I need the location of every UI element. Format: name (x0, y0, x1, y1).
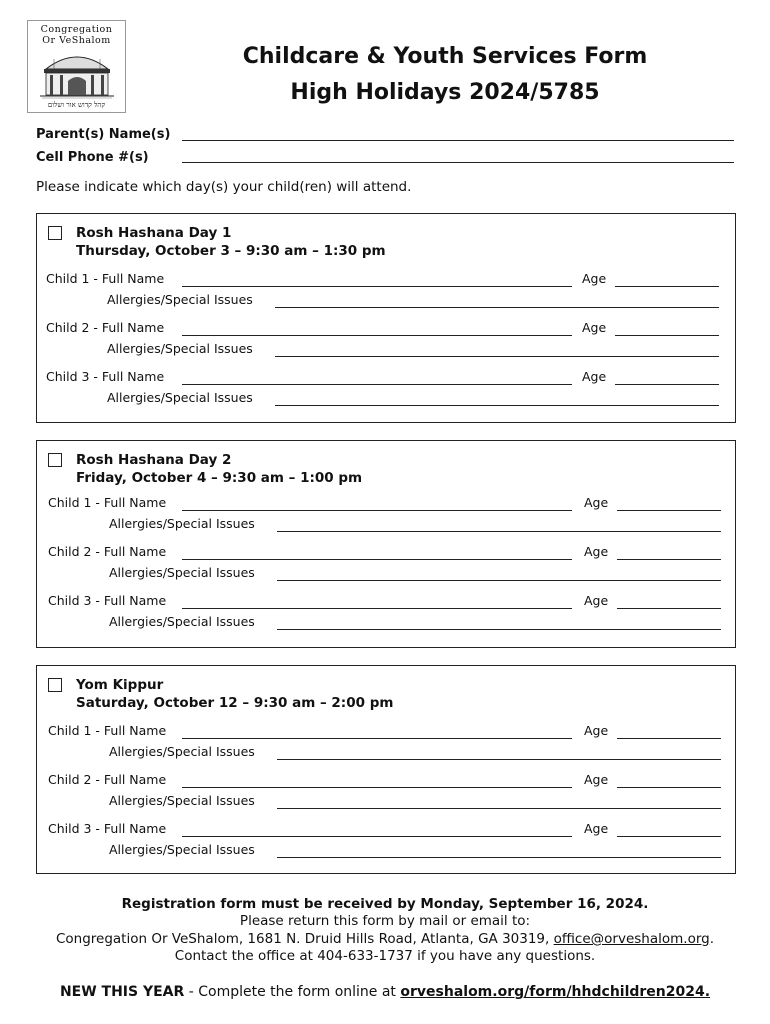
allergies-field[interactable] (275, 307, 719, 308)
section-rosh-hashana-day-2 (36, 440, 736, 648)
section-time: Friday, October 4 – 9:30 am – 1:00 pm (76, 470, 363, 486)
allergies-label: Allergies/Special Issues (109, 516, 255, 531)
child-name-label: Child 2 - Full Name (46, 320, 165, 335)
allergies-label: Allergies/Special Issues (107, 341, 253, 356)
child-name-field[interactable] (182, 559, 572, 560)
child-name-label: Child 1 - Full Name (48, 495, 167, 510)
age-label: Age (584, 593, 609, 608)
section-title: Rosh Hashana Day 2 (76, 452, 232, 468)
child-name-field[interactable] (182, 286, 572, 287)
section-rosh-hashana-day-1 (36, 213, 736, 423)
child-name-field[interactable] (182, 335, 572, 336)
age-label: Age (584, 723, 609, 738)
age-label: Age (582, 369, 607, 384)
new-this-year-text: - Complete the form online at (184, 984, 401, 1000)
logo-name-line1: Congregation (40, 24, 113, 35)
new-this-year-line (0, 983, 770, 1001)
logo-name (28, 24, 125, 46)
age-field[interactable] (615, 335, 719, 336)
age-field[interactable] (617, 836, 721, 837)
address-line (0, 930, 770, 948)
office-email-link[interactable]: office@orveshalom.org (553, 931, 710, 947)
allergies-field[interactable] (277, 857, 721, 858)
age-label: Age (584, 821, 609, 836)
age-label: Age (584, 495, 609, 510)
address-end: . (709, 931, 715, 947)
age-label: Age (582, 320, 607, 335)
address-text: Congregation Or VeShalom, 1681 N. Druid Hills Road, Atlanta, GA 30319, (55, 931, 554, 947)
age-field[interactable] (617, 608, 721, 609)
allergies-label: Allergies/Special Issues (107, 292, 253, 307)
child-name-field[interactable] (182, 510, 572, 511)
age-field[interactable] (617, 559, 721, 560)
cell-phone-label: Cell Phone #(s) (36, 150, 149, 165)
child-name-field[interactable] (182, 384, 572, 385)
registration-deadline: Registration form must be received by Monday, September 16, 2024. (121, 896, 649, 912)
allergies-label: Allergies/Special Issues (109, 744, 255, 759)
allergies-field[interactable] (277, 580, 721, 581)
allergies-field[interactable] (277, 531, 721, 532)
day-checkbox[interactable] (48, 226, 62, 240)
child-name-field[interactable] (182, 836, 572, 837)
logo-name-line2: Or VeShalom (42, 35, 111, 46)
allergies-label: Allergies/Special Issues (107, 390, 253, 405)
age-field[interactable] (617, 787, 721, 788)
child-name-label: Child 3 - Full Name (46, 369, 165, 384)
online-form-link[interactable]: orveshalom.org/form/hhdchildren2024. (400, 984, 711, 1000)
day-checkbox[interactable] (48, 453, 62, 467)
allergies-label: Allergies/Special Issues (109, 565, 255, 580)
section-title: Yom Kippur (76, 677, 164, 693)
attendance-instruction: Please indicate which day(s) your child(ren) will attend. (36, 179, 412, 195)
allergies-field[interactable] (275, 356, 719, 357)
cell-phone-field[interactable] (182, 162, 734, 163)
logo-hebrew-text: קהל קדוש אור ושלום (47, 101, 106, 109)
child-name-field[interactable] (182, 787, 572, 788)
allergies-label: Allergies/Special Issues (109, 793, 255, 808)
section-time: Saturday, October 12 – 9:30 am – 2:00 pm (76, 695, 394, 711)
allergies-label: Allergies/Special Issues (109, 614, 255, 629)
age-field[interactable] (617, 738, 721, 739)
child-name-label: Child 2 - Full Name (48, 772, 167, 787)
section-yom-kippur (36, 665, 736, 874)
child-name-field[interactable] (182, 738, 572, 739)
child-name-label: Child 2 - Full Name (48, 544, 167, 559)
allergies-field[interactable] (275, 405, 719, 406)
child-name-label: Child 3 - Full Name (48, 593, 167, 608)
child-name-label: Child 1 - Full Name (46, 271, 165, 286)
day-checkbox[interactable] (48, 678, 62, 692)
child-name-label: Child 1 - Full Name (48, 723, 167, 738)
age-label: Age (584, 544, 609, 559)
child-name-label: Child 3 - Full Name (48, 821, 167, 836)
age-field[interactable] (617, 510, 721, 511)
allergies-field[interactable] (277, 808, 721, 809)
allergies-label: Allergies/Special Issues (109, 842, 255, 857)
parent-name-label: Parent(s) Name(s) (36, 127, 171, 142)
form-subtitle: High Holidays 2024/5785 (290, 80, 600, 105)
contact-line: Contact the office at 404-633-1737 if you have any questions. (174, 948, 596, 964)
new-this-year-label: NEW THIS YEAR (59, 984, 185, 1000)
age-field[interactable] (615, 286, 719, 287)
parent-name-field[interactable] (182, 140, 734, 141)
age-field[interactable] (615, 384, 719, 385)
child-name-field[interactable] (182, 608, 572, 609)
section-time: Thursday, October 3 – 9:30 am – 1:30 pm (76, 243, 386, 259)
allergies-field[interactable] (277, 759, 721, 760)
age-label: Age (584, 772, 609, 787)
congregation-logo (27, 20, 126, 113)
allergies-field[interactable] (277, 629, 721, 630)
synagogue-illustration (40, 47, 114, 99)
age-label: Age (582, 271, 607, 286)
return-instruction: Please return this form by mail or email to: (239, 913, 531, 929)
section-title: Rosh Hashana Day 1 (76, 225, 232, 241)
form-title: Childcare & Youth Services Form (242, 44, 648, 69)
